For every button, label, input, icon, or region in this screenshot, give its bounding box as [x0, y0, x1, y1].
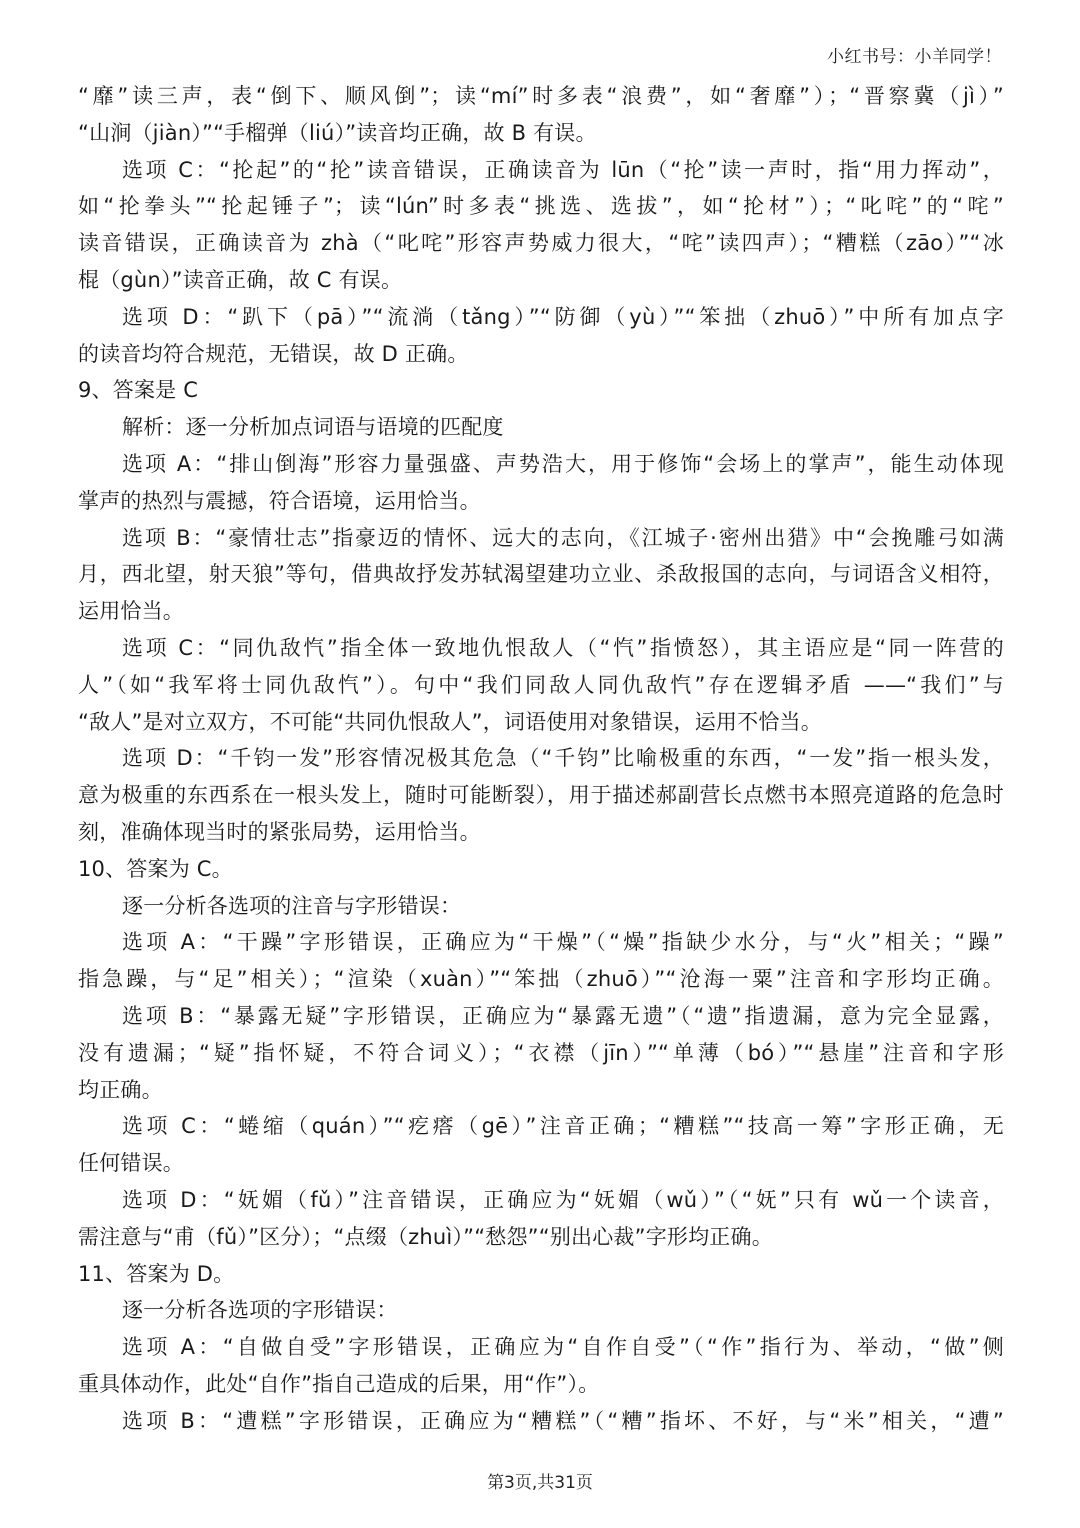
text-line: 月，西北望，射天狼”等句，借典故抒发苏轼渴望建功立业、杀敌报国的志向，与词语含义相符， [78, 562, 1004, 587]
text-line: 需注意与“甫（fǔ）”区分）；“点缀（zhuì）”“愁怨”“别出心裁”字形均正确。 [78, 1224, 773, 1249]
text-line: 刻，准确体现当时的紧张局势，运用恰当。 [78, 819, 481, 844]
text-line: 如“抡拳头”“抡起锤子”；读“lún”时多表“挑选、选拔”，如“抡材”）；“叱咤”的“咤” [78, 194, 1004, 219]
text-line: 棍（gùn）”读音正确，故 C 有误。 [78, 267, 403, 292]
text-line: 意为极重的东西系在一根头发上，随时可能断裂），用于描述郝副营长点燃书本照亮道路的危急时 [78, 783, 1004, 808]
text-line: 选项 B：“暴露无疑”字形错误，正确应为“暴露无遗”（“遗”指遗漏，意为完全显露， [122, 1003, 1004, 1028]
text-line: 选项 D：“千钧一发”形容情况极其危急（“千钧”比喻极重的东西，“一发”指一根头发， [122, 746, 1004, 771]
watermark-text: 小红书号：小羊同学！ [827, 47, 1002, 67]
text-line: 选项 C：“蜷缩（quán）”“疙瘩（gē）”注音正确；“糟糕”“技高一筹”字形正确，无 [122, 1114, 1004, 1139]
text-line: 10、答案为 C。 [78, 856, 233, 881]
text-line: 选项 D：“妩媚（fǔ）”注音错误，正确应为“妩媚（wǔ）”（“妩”只有 wǔ一个读音， [122, 1187, 1004, 1212]
text-line: 逐一分析各选项的字形错误： [122, 1298, 398, 1323]
text-line: 指急躁，与“足”相关）；“渲染（xuàn）”“笨拙（zhuō）”“沧海一粟”注音和字形均正确。 [78, 967, 1004, 992]
text-line: 选项 C：“同仇敌忾”指全体一致地仇恨敌人（“忾”指愤怒），其主语应是“同一阵营的 [122, 635, 1004, 660]
text-line: 任何错误。 [78, 1151, 184, 1176]
text-line: 选项 C：“抡起”的“抡”读音错误，正确读音为 lūn（“抡”读一声时，指“用力挥动”， [122, 157, 1004, 182]
text-line: “敌人”是对立双方，不可能“共同仇恨敌人”，词语使用对象错误，运用不恰当。 [78, 709, 822, 734]
text-line: 解析：逐一分析加点词语与语境的匹配度 [122, 415, 504, 440]
text-line: 选项 A：“干躁”字形错误，正确应为“干燥”（“燥”指缺少水分，与“火”相关；“躁” [122, 930, 1004, 955]
text-line: 11、答案为 D。 [78, 1261, 235, 1286]
text-line: 重具体动作，此处“自作”指自己造成的后果，用“作”）。 [78, 1371, 600, 1396]
text-line: 读音错误，正确读音为 zhà（“叱咤”形容声势威力很大，“咤”读四声）；“糟糕（zāo）”“冰 [78, 231, 1004, 256]
answer-text-body [78, 78, 1004, 1439]
text-line: 9、答案是 C [78, 378, 199, 403]
text-line: 选项 B：“遭糕”字形错误，正确应为“糟糕”（“糟”指坏、不好，与“米”相关，“遭” [122, 1408, 1004, 1433]
text-line: 选项 A：“自做自受”字形错误，正确应为“自作自受”（“作”指行为、举动，“做”侧 [122, 1335, 1004, 1360]
text-line: 逐一分析各选项的注音与字形错误： [122, 893, 462, 918]
text-line: 的读音均符合规范，无错误，故 D 正确。 [78, 341, 469, 366]
text-line: 选项 A：“排山倒海”形容力量强盛、声势浩大，用于修饰“会场上的掌声”，能生动体现 [122, 451, 1004, 476]
text-line: 选项 D：“趴下（pā）”“流淌（tǎng）”“防御（yù）”“笨拙（zhuō）”中所有加点字 [122, 304, 1004, 329]
text-line: 运用恰当。 [78, 599, 184, 624]
text-line: 没有遗漏；“疑”指怀疑，不符合词义）；“衣襟（jīn）”“单薄（bó）”“悬崖”注音和字形 [78, 1040, 1004, 1065]
text-line: 掌声的热烈与震撼，符合语境，运用恰当。 [78, 488, 481, 513]
text-line: 人”（如“我军将士同仇敌忾”）。句中“我们同敌人同仇敌忾”存在逻辑矛盾 ——“我们”与 [78, 672, 1004, 697]
text-line: “靡”读三声，表“倒下、顺风倒”；读“mí”时多表“浪费”，如“奢靡”）；“晋察冀（jì）” [78, 84, 1004, 108]
text-line: 均正确。 [78, 1077, 163, 1102]
page-number: 第3页,共31页 [487, 1473, 593, 1493]
text-line: 选项 B：“豪情壮志”指豪迈的情怀、远大的志向，《江城子·密州出猎》中“会挽雕弓如满 [122, 525, 1004, 550]
text-line: “山涧（jiàn）”“手榴弹（liú）”读音均正确，故 B 有误。 [78, 120, 597, 145]
